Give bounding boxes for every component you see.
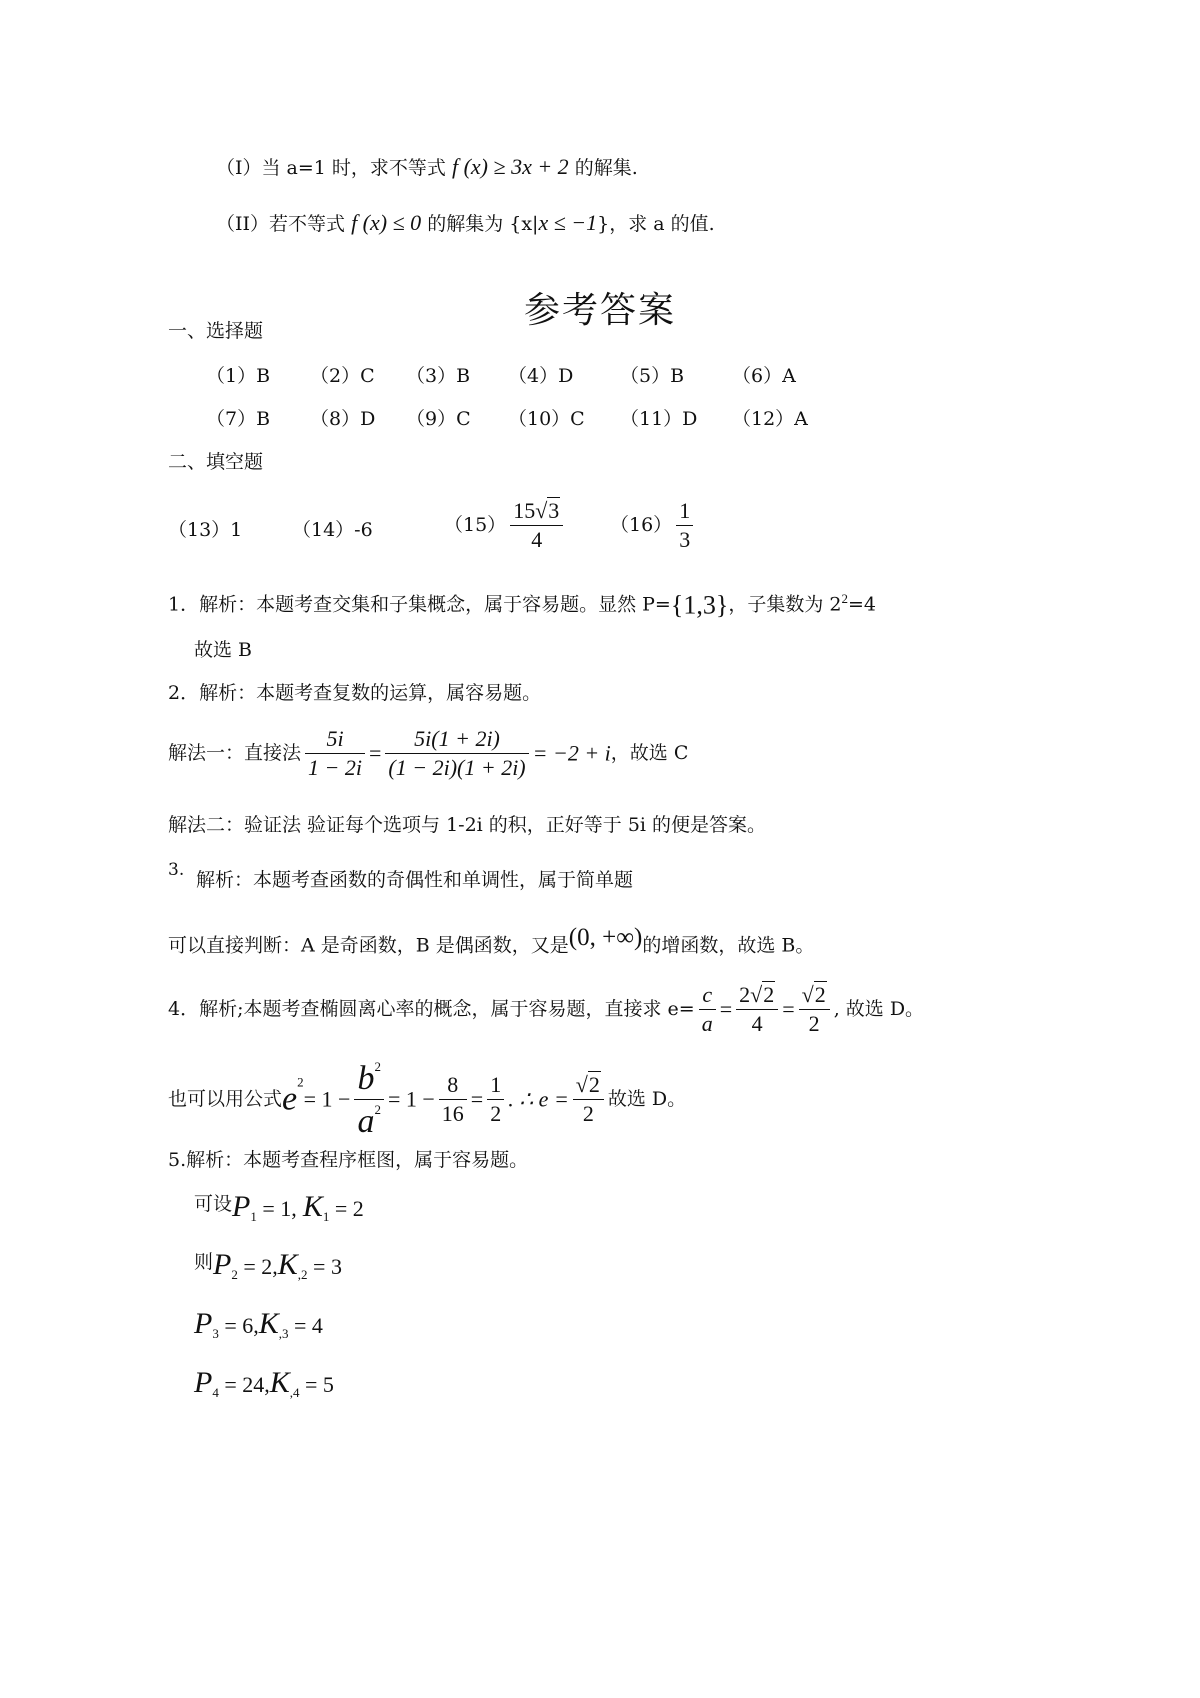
- fraction-c-over-a: [699, 984, 716, 1035]
- explanation-2-method-1: [168, 728, 688, 779]
- therefore-e-equals: . ∴ e =: [508, 1086, 569, 1112]
- a-symbol: a: [357, 1103, 375, 1140]
- q1-expr: f (x) ≥ 3x + 2: [451, 154, 569, 179]
- question-2: [216, 212, 715, 234]
- fill-answer-15: [444, 500, 567, 551]
- formula-suffix: 故选 D。: [607, 1088, 687, 1110]
- explanation-1-answer: 故选 B: [194, 639, 253, 661]
- program-step-1: [194, 1192, 364, 1223]
- k-value: = 3: [307, 1254, 342, 1279]
- subscript: ,3: [278, 1325, 289, 1341]
- fraction-denominator: (1 − 2i)(1 + 2i): [388, 755, 526, 780]
- explanation-1: [168, 592, 876, 618]
- explanation-3-number: 3.: [168, 860, 185, 880]
- choice-answer: （8）D: [310, 408, 376, 430]
- fraction-1-over-2: [487, 1074, 504, 1125]
- equals-sign: =: [470, 1086, 484, 1112]
- question-1: [216, 156, 638, 178]
- q1-prefix: （I）当 a=1 时，求不等式: [216, 157, 452, 179]
- explanation-3-line-2: [168, 925, 814, 956]
- explanation-1-tail: =4: [847, 593, 876, 616]
- choice-answer: （5）B: [620, 365, 685, 387]
- subscript: 3: [212, 1325, 219, 1341]
- fill-15-label: （15）: [444, 514, 507, 536]
- fraction-numerator: 15: [513, 498, 536, 523]
- explanation-3: 解析：本题考查函数的奇偶性和单调性，属于简单题: [196, 869, 634, 891]
- fraction-numerator: 1: [487, 1074, 504, 1100]
- explanation-1-text: 1．解析：本题考查交集和子集概念，属于容易题。显然 P=: [168, 593, 671, 616]
- p-symbol: P: [194, 1307, 213, 1340]
- fraction-numerator: 2: [739, 982, 751, 1007]
- fraction-denominator: 1 − 2i: [308, 755, 362, 780]
- q1-suffix: 的解集.: [568, 157, 638, 179]
- fraction-5i-over-1-2i: [305, 728, 365, 779]
- step-prefix: 可设: [194, 1193, 233, 1215]
- sqrt: √2: [575, 1072, 600, 1097]
- explanation-4: [168, 984, 924, 1035]
- fraction-denominator: 4: [531, 527, 543, 552]
- explanation-2-method-2: 解法二：验证法 验证每个选项与 1-2i 的积，正好等于 5i 的便是答案。: [168, 814, 767, 836]
- fill-answer-13: （13）1: [168, 519, 243, 541]
- choice-answer: （3）B: [406, 365, 471, 387]
- k-value: = 2: [329, 1196, 364, 1221]
- fraction-8-over-16: [439, 1074, 467, 1125]
- fill-answer-16: [610, 500, 697, 551]
- subscript: ,2: [297, 1266, 308, 1282]
- fraction-root2-over-2: [573, 1074, 604, 1125]
- fraction-2root2-over-4: [736, 984, 778, 1035]
- equals-sign: =: [719, 996, 733, 1022]
- subscript: 1: [250, 1208, 257, 1224]
- method-1-prefix: 解法一：直接法: [168, 742, 302, 764]
- explanation-4-text: 4．解析;本题考查椭圆离心率的概念，属于容易题，直接求 e=: [168, 998, 695, 1020]
- fraction-numerator: 8: [439, 1074, 467, 1100]
- radicand: 3: [548, 498, 560, 523]
- p-symbol: P: [194, 1366, 213, 1399]
- k-symbol: K: [258, 1307, 279, 1340]
- sqrt: √3: [535, 498, 560, 523]
- p-value: = 24,: [218, 1372, 270, 1397]
- fraction-denominator: 16: [441, 1101, 464, 1126]
- q2-mid: 的解集为 {x|: [421, 213, 539, 235]
- explanation-4-line-2: [168, 1060, 686, 1139]
- choice-answer: （12）A: [732, 408, 808, 430]
- p-value: = 2,: [237, 1254, 278, 1279]
- choice-row-2: [206, 410, 1106, 432]
- explanation-5: 5.解析：本题考查程序框图，属于容易题。: [168, 1149, 529, 1171]
- p-value: = 1,: [256, 1196, 297, 1221]
- choice-answer: （11）D: [620, 408, 698, 430]
- explanation-1-exponent: 2: [841, 591, 848, 606]
- choice-answer: （4）D: [508, 365, 574, 387]
- fill-16-label: （16）: [610, 514, 673, 536]
- explanation-1-suffix: ，子集数为 2: [728, 593, 842, 616]
- choice-answer: （6）A: [732, 365, 796, 387]
- k-symbol: K: [277, 1248, 298, 1281]
- choice-answer: （1）B: [206, 365, 271, 387]
- equals-sign: =: [782, 996, 795, 1022]
- fraction-denominator: a: [701, 1011, 713, 1036]
- p-symbol: P: [213, 1248, 232, 1281]
- fill-16-fraction: [676, 500, 693, 551]
- q2-suffix: }，求 a 的值.: [597, 213, 715, 235]
- result: = −2 + i: [532, 740, 611, 766]
- choice-answer: （10）C: [508, 408, 585, 430]
- radicand: 2: [763, 982, 775, 1007]
- subscript: 1: [322, 1208, 330, 1224]
- page-title: 参考答案: [523, 290, 676, 331]
- fraction-b2-over-a2: [354, 1060, 384, 1139]
- choice-answer: （7）B: [206, 408, 271, 430]
- fraction-denominator: 2: [490, 1101, 502, 1126]
- q2-expr: f (x) ≤ 0: [351, 210, 422, 235]
- formula-prefix: 也可以用公式: [168, 1088, 283, 1110]
- choice-row-1: [206, 367, 1106, 389]
- equals-one-minus: = 1 −: [303, 1086, 351, 1112]
- fraction-denominator: 3: [679, 527, 691, 552]
- explanation-3-suffix: 的增函数，故选 B。: [642, 934, 815, 957]
- program-step-4: [194, 1368, 334, 1399]
- p-symbol: P: [232, 1190, 251, 1223]
- subscript: ,4: [289, 1384, 300, 1400]
- k-value: = 5: [299, 1372, 334, 1397]
- explanation-4-suffix: , 故选 D。: [833, 998, 925, 1020]
- exponent: 2: [297, 1074, 304, 1090]
- fraction-denominator: 2: [808, 1011, 820, 1036]
- fraction-numerator: 1: [676, 500, 693, 526]
- fraction-numerator: c: [699, 984, 716, 1010]
- fraction-numerator: 5i(1 + 2i): [385, 728, 528, 754]
- exponent: 2: [374, 1102, 381, 1117]
- fraction-expanded: [385, 728, 528, 779]
- q2-prefix: （II）若不等式: [216, 213, 352, 235]
- section-heading-choice: 一、选择题: [168, 320, 264, 342]
- fill-answer-14: （14）-6: [292, 519, 373, 541]
- interval: (0, +∞): [568, 924, 643, 951]
- choice-answer: （2）C: [310, 365, 375, 387]
- fraction-denominator: 2: [582, 1101, 594, 1126]
- k-symbol: K: [302, 1190, 323, 1223]
- choice-answer: （9）C: [406, 408, 471, 430]
- subscript: 4: [212, 1384, 219, 1400]
- step-prefix: 则: [194, 1251, 214, 1273]
- q2-set: x ≤ −1: [538, 210, 598, 235]
- method-1-suffix: ，故选 C: [610, 742, 689, 764]
- fill-15-fraction: [510, 500, 563, 551]
- b-symbol: b: [357, 1060, 375, 1097]
- fraction-root2-over-2: [799, 984, 830, 1035]
- program-step-3: [194, 1309, 323, 1340]
- e-symbol: e: [282, 1080, 298, 1118]
- fraction-denominator: 4: [751, 1011, 763, 1036]
- subscript: 2: [231, 1266, 238, 1282]
- sqrt: √2: [801, 982, 826, 1007]
- section-heading-fill: 二、填空题: [168, 451, 264, 473]
- equals-one-minus: = 1 −: [387, 1086, 435, 1112]
- fraction-numerator: 5i: [305, 728, 365, 754]
- exponent: 2: [374, 1059, 381, 1074]
- explanation-3-prefix: 可以直接判断：A 是奇函数，B 是偶函数，又是: [168, 934, 569, 957]
- p-value: = 6,: [218, 1313, 259, 1338]
- equals-sign: =: [368, 740, 382, 766]
- explanation-2: 2．解析：本题考查复数的运算，属容易题。: [168, 682, 542, 704]
- k-symbol: K: [269, 1366, 290, 1399]
- sqrt: √2: [750, 982, 775, 1007]
- k-value: = 4: [288, 1313, 323, 1338]
- explanation-1-set: {1,3}: [670, 590, 729, 620]
- program-step-2: [194, 1250, 342, 1281]
- radicand: 2: [814, 982, 826, 1007]
- radicand: 2: [588, 1072, 600, 1097]
